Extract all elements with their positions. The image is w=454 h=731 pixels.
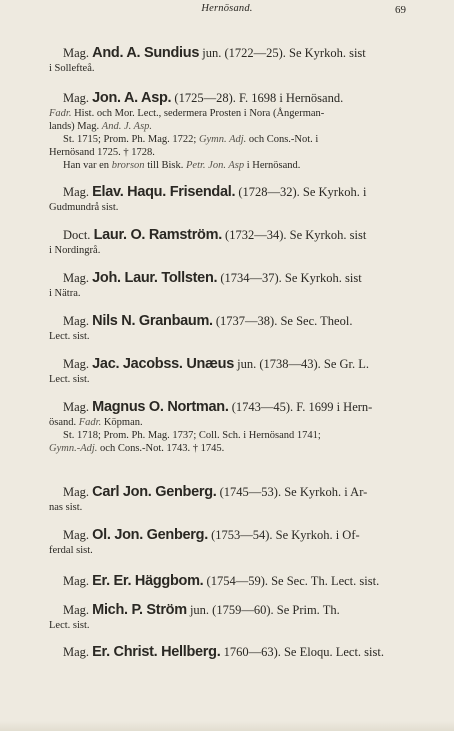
person-name: Er. Christ. Hellberg. [92,644,221,660]
person-name: Jac. Jacobss. Unæus [92,356,234,372]
line-text: ferdal sist. [49,545,93,556]
entry-text-line [49,120,152,133]
entry-details: 1760—63). Se Eloqu. Lect. sist. [220,645,384,659]
entry-details: jun. (1738—43). Se Gr. L. [233,357,370,371]
title-prefix: Mag. [63,400,93,414]
entry-heading-line [63,357,369,372]
entry-heading-line [63,400,372,415]
running-head-title: Hernösand. [201,3,253,14]
page-edge-shade [0,721,454,731]
entry-details: jun. (1722—25). Se Kyrkoh. sist [199,46,366,60]
italic-abbreviation: Petr. Jon. Asp [186,160,245,171]
italic-abbreviation: brorson [111,160,145,171]
person-name: Joh. Laur. Tollsten. [92,270,218,286]
italic-abbreviation: Fadr. [49,108,72,119]
entry-text-line [49,244,100,257]
line-text: i Nordingrå. [49,245,101,256]
entry-text-line [49,201,118,214]
person-name: Carl Jon. Genberg. [92,484,217,500]
entry-heading-line [63,314,352,329]
entry-details: jun. (1759—60). Se Prim. Th. [186,603,340,617]
entry-text-line [49,442,224,455]
entry-text-line [63,133,318,146]
entry-text-line [49,62,95,75]
italic-abbreviation: Fadr. [78,417,102,428]
entry-details: (1734—37). Se Kyrkoh. sist [217,271,362,285]
line-text: i Hernösand. [244,160,301,171]
entry-heading-line [63,228,366,243]
line-text: och Cons.-Not. 1743. † 1745. [97,443,225,454]
line-text: lands) Mag. [49,121,102,132]
entry-details: (1737—38). Se Sec. Theol. [212,314,353,328]
entry-text-line [49,619,90,632]
running-head [0,3,454,19]
line-text: och Cons.-Not. i [246,134,319,145]
entry-details: (1743—45). F. 1699 i Hern- [228,400,373,414]
title-prefix: Doct. [63,228,94,242]
entry-text-line [49,373,90,386]
page-number: 69 [395,4,406,16]
entry-heading-line [63,185,366,200]
entry-text-line [63,159,300,172]
entry-heading-line [63,603,340,618]
entry-text-line [49,501,82,514]
entry-text-line [49,287,81,300]
person-name: Jon. A. Asp. [92,90,172,106]
person-name: Elav. Haqu. Frisendal. [92,184,236,200]
entry-details: (1725—28). F. 1698 i Hernösand. [171,91,344,105]
entry-details: (1754—59). Se Sec. Th. Lect. sist. [203,574,380,588]
entry-details: (1732—34). Se Kyrkoh. sist [221,228,367,242]
title-prefix: Mag. [63,271,93,285]
entry-heading-line [63,485,367,500]
title-prefix: Mag. [63,603,93,617]
line-text: i Nätra. [49,288,81,299]
title-prefix: Mag. [63,574,93,588]
line-text: Lect. sist. [49,620,90,631]
person-name: Magnus O. Nortman. [92,399,229,415]
italic-abbreviation: Gymn. Adj. [198,134,247,145]
line-text: Hist. och Mor. Lect., sedermera Prosten i Nora (Ångerman- [71,108,325,119]
line-text: Lect. sist. [49,331,90,342]
line-text: i Sollefteå. [49,63,95,74]
person-name: Ol. Jon. Genberg. [92,527,208,543]
line-text: ösand. [49,417,79,428]
line-text: Lect. sist. [49,374,90,385]
entry-heading-line [63,645,384,660]
entry-heading-line [63,528,360,543]
entry-details: (1745—53). Se Kyrkoh. i Ar- [216,485,368,499]
line-text: nas sist. [49,502,83,513]
entry-text-line [63,429,321,442]
person-name: And. A. Sundius [92,45,200,61]
title-prefix: Mag. [63,485,93,499]
title-prefix: Mag. [63,91,93,105]
title-prefix: Mag. [63,46,93,60]
line-text: St. 1718; Prom. Ph. Mag. 1737; Coll. Sch. i Hernösand 1741; [63,430,321,441]
title-prefix: Mag. [63,357,93,371]
title-prefix: Mag. [63,185,93,199]
line-text: Köpman. [101,417,143,428]
entry-heading-line [63,574,379,589]
line-text: St. 1715; Prom. Ph. Mag. 1722; [63,134,199,145]
entry-text-line [49,107,324,120]
person-name: Nils N. Granbaum. [92,313,213,329]
person-name: Er. Er. Häggbom. [92,573,204,589]
italic-abbreviation: And. J. Asp. [101,121,153,132]
title-prefix: Mag. [63,528,93,542]
person-name: Mich. P. Ström [92,602,187,618]
entry-heading-line [63,271,362,286]
person-name: Laur. O. Ramström. [93,227,222,243]
title-prefix: Mag. [63,645,93,659]
entry-text-line [49,146,155,159]
entry-text-line [49,330,90,343]
italic-abbreviation: Gymn.-Adj. [49,443,98,454]
title-prefix: Mag. [63,314,93,328]
line-text: Gudmundrå sist. [49,202,119,213]
line-text: Hernösand 1725. † 1728. [49,147,155,158]
entry-text-line [49,544,93,557]
line-text: Han var en [63,160,112,171]
entry-text-line [49,416,143,429]
entry-details: (1753—54). Se Kyrkoh. i Of- [207,528,360,542]
line-text: till Bisk. [144,160,186,171]
entry-heading-line [63,91,343,106]
entry-details: (1728—32). Se Kyrkoh. i [235,185,367,199]
entry-heading-line [63,46,366,61]
